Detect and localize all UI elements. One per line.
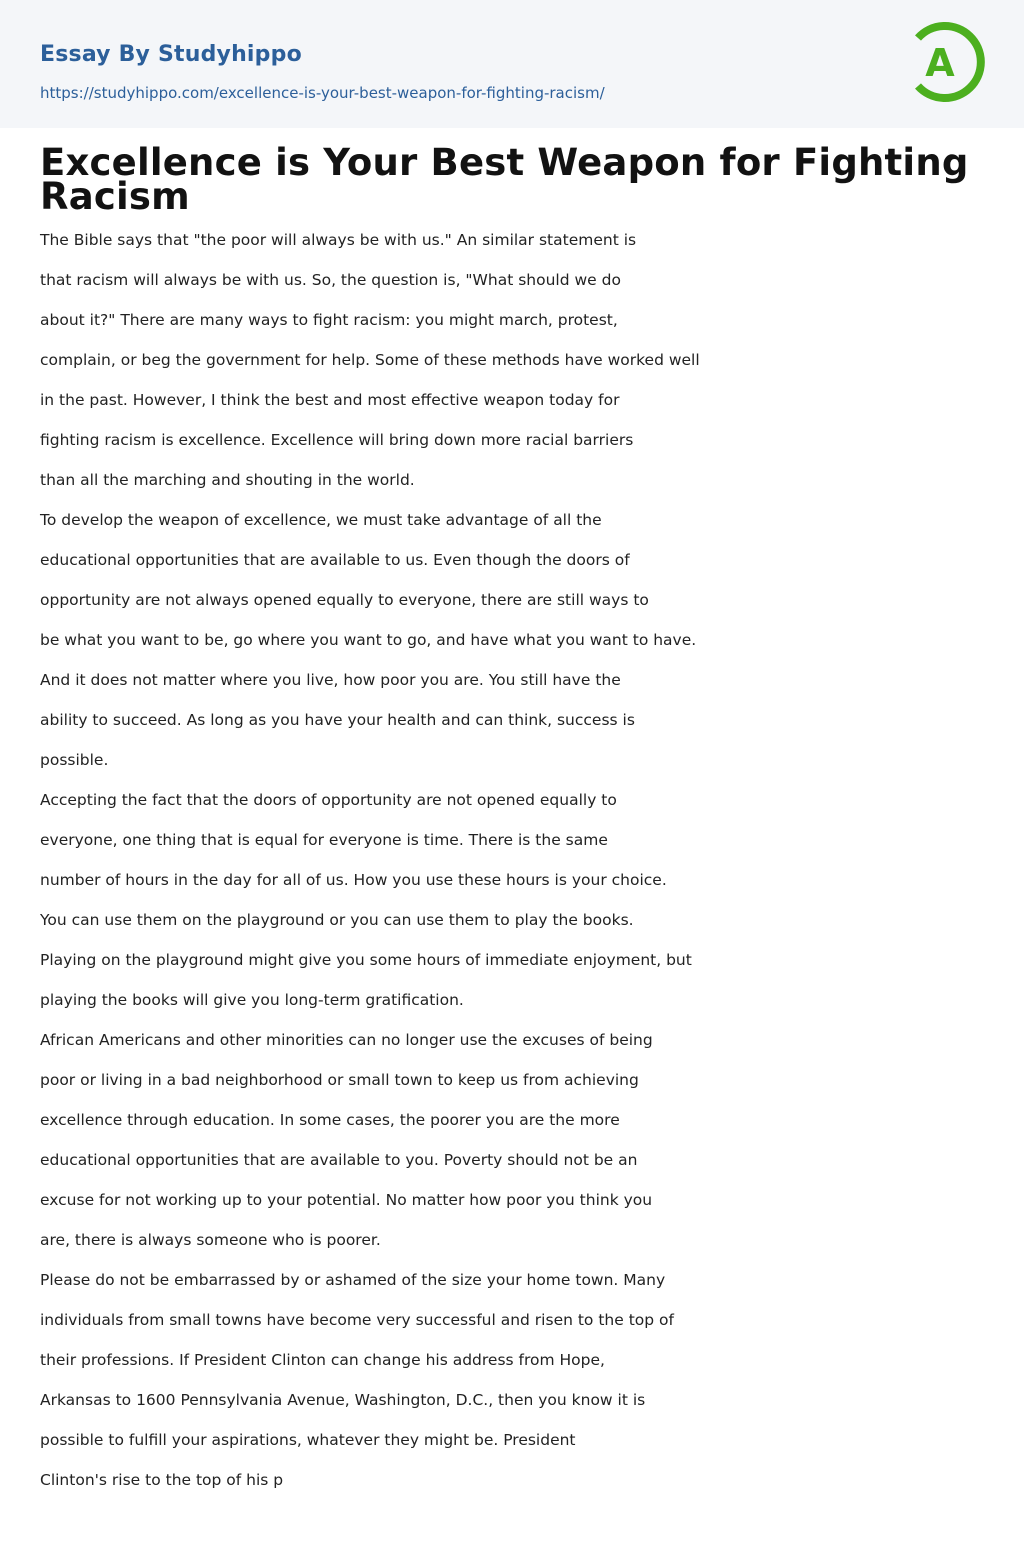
essay-title: Excellence is Your Best Weapon for Fighting Racism	[40, 141, 969, 218]
essay-line: African Americans and other minorities can no longer use the excuses of being	[40, 1031, 653, 1049]
logo-letter: A	[925, 41, 955, 85]
essay-line: number of hours in the day for all of us. How you use these hours is your choice.	[40, 871, 667, 889]
essay-line: playing the books will give you long-term gratification.	[40, 991, 464, 1009]
site-header	[0, 0, 1024, 128]
essay-line: are, there is always someone who is poorer.	[40, 1231, 381, 1249]
essay-line: Clinton's rise to the top of his p	[40, 1471, 284, 1489]
essay-line: that racism will always be with us. So, the question is, "What should we do	[40, 271, 621, 289]
essay-line: To develop the weapon of excellence, we must take advantage of all the	[40, 511, 602, 529]
essay-line: educational opportunities that are available to us. Even though the doors of	[40, 551, 630, 569]
essay-line: Accepting the fact that the doors of opportunity are not opened equally to	[40, 791, 617, 809]
essay-line: Arkansas to 1600 Pennsylvania Avenue, Washington, D.C., then you know it is	[40, 1391, 646, 1409]
essay-line: in the past. However, I think the best and most effective weapon today for	[40, 391, 620, 409]
essay-line: poor or living in a bad neighborhood or small town to keep us from achieving	[40, 1071, 639, 1089]
essay-line: And it does not matter where you live, how poor you are. You still have the	[40, 671, 621, 689]
essay-line: everyone, one thing that is equal for everyone is time. There is the same	[40, 831, 608, 849]
essay-line: excellence through education. In some cases, the poorer you are the more	[40, 1111, 620, 1129]
essay-line: opportunity are not always opened equally to everyone, there are still ways to	[40, 591, 649, 609]
essay-line: fighting racism is excellence. Excellence will bring down more racial barriers	[40, 431, 634, 449]
studyhippo-logo-icon[interactable]	[908, 16, 990, 108]
essay-brand: Essay By Studyhippo	[40, 42, 302, 67]
essay-line: than all the marching and shouting in the world.	[40, 471, 415, 489]
essay-line: be what you want to be, go where you want to go, and have what you want to have.	[40, 631, 697, 649]
essay-line: ability to succeed. As long as you have your health and can think, success is	[40, 711, 635, 729]
essay-line: excuse for not working up to your potential. No matter how poor you think you	[40, 1191, 653, 1209]
essay-line: possible to fulfill your aspirations, whatever they might be. President	[40, 1431, 576, 1449]
essay-line: their professions. If President Clinton can change his address from Hope,	[40, 1351, 605, 1369]
essay-line: individuals from small towns have become very successful and risen to the top of	[40, 1311, 674, 1329]
essay-line: Playing on the playground might give you some hours of immediate enjoyment, but	[40, 951, 692, 969]
essay-url-link[interactable]: https://studyhippo.com/excellence-is-your-best-weapon-for-fighting-racism/	[40, 84, 605, 102]
essay-line: educational opportunities that are available to you. Poverty should not be an	[40, 1151, 638, 1169]
essay-line: possible.	[40, 751, 109, 769]
essay-line: You can use them on the playground or you can use them to play the books.	[40, 911, 634, 929]
essay-line: about it?" There are many ways to fight racism: you might march, protest,	[40, 311, 618, 329]
essay-line: Please do not be embarrassed by or ashamed of the size your home town. Many	[40, 1271, 666, 1289]
essay-line: complain, or beg the government for help. Some of these methods have worked well	[40, 351, 700, 369]
essay-line: The Bible says that "the poor will always be with us." An similar statement is	[40, 231, 637, 249]
essay-body	[40, 220, 800, 1500]
